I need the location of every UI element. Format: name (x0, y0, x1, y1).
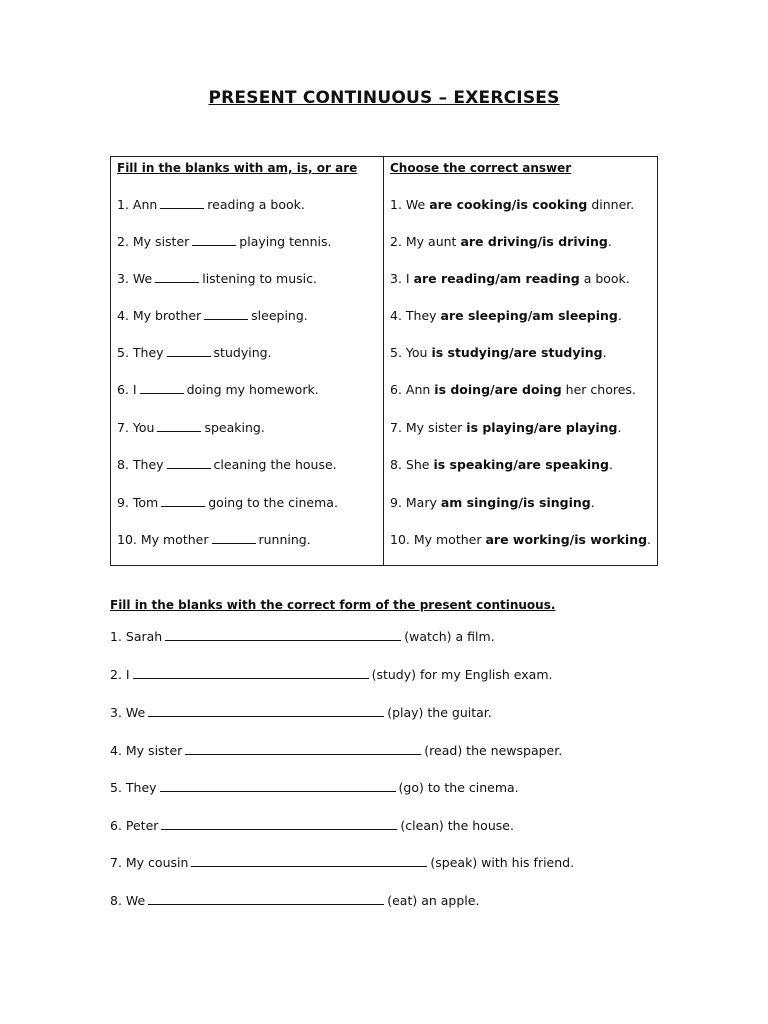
left-item-suffix: going to the cinema. (208, 495, 338, 510)
left-item-suffix: sleeping. (251, 308, 308, 323)
answer-blank[interactable] (167, 346, 211, 357)
left-item (117, 271, 317, 286)
left-item-prefix: 1. Ann (117, 197, 158, 212)
right-item (390, 532, 651, 547)
left-item-prefix: 4. My brother (117, 308, 202, 323)
fill-item-prefix: 4. My sister (110, 743, 183, 758)
right-item (390, 271, 630, 286)
left-column (111, 157, 384, 565)
fill-item-prefix: 5. They (110, 780, 157, 795)
fill-item (110, 743, 562, 758)
right-item (390, 197, 634, 212)
fill-item-suffix: (play) the guitar. (387, 705, 492, 720)
fill-item-suffix: (clean) the house. (400, 818, 514, 833)
answer-blank[interactable] (165, 630, 401, 641)
answer-choice[interactable]: is studying/are studying (431, 345, 603, 360)
answer-choice[interactable]: are working/is working (485, 532, 648, 547)
section2-heading: Fill in the blanks with the correct form of the present continuous. (110, 598, 556, 612)
left-item (117, 345, 272, 360)
right-item-suffix: . (609, 457, 613, 472)
answer-blank[interactable] (133, 668, 369, 679)
left-item-suffix: running. (258, 532, 311, 547)
answer-blank[interactable] (192, 235, 236, 246)
left-item-prefix: 5. They (117, 345, 164, 360)
answer-choice[interactable]: is speaking/are speaking (433, 457, 609, 472)
left-item (117, 457, 337, 472)
page-title: PRESENT CONTINUOUS – EXERCISES (208, 88, 560, 108)
fill-item-prefix: 8. We (110, 893, 146, 908)
right-item-suffix: . (607, 234, 612, 249)
answer-blank[interactable] (140, 383, 184, 394)
right-item-prefix: 8. She (390, 457, 430, 472)
fill-item-prefix: 2. I (110, 667, 130, 682)
fill-item (110, 855, 574, 870)
answer-blank[interactable] (161, 496, 205, 507)
answer-blank[interactable] (157, 421, 201, 432)
fill-item (110, 818, 514, 833)
answer-choice[interactable]: am singing/is singing (440, 495, 591, 510)
answer-blank[interactable] (212, 533, 256, 544)
fill-item (110, 893, 479, 908)
right-item-prefix: 10. My mother (390, 532, 482, 547)
fill-item (110, 667, 552, 682)
right-column (384, 157, 657, 565)
left-item (117, 532, 311, 547)
right-item-prefix: 4. They (390, 308, 437, 323)
right-item (390, 345, 607, 360)
fill-item-suffix: (watch) a film. (404, 629, 495, 644)
answer-blank[interactable] (161, 819, 397, 830)
answer-blank[interactable] (185, 744, 421, 755)
right-item-prefix: 9. Mary (390, 495, 437, 510)
answer-blank[interactable] (160, 781, 396, 792)
right-item-suffix: . (617, 420, 622, 435)
left-item-prefix: 10. My mother (117, 532, 209, 547)
right-item-prefix: 3. I (390, 271, 410, 286)
right-item-suffix: dinner. (591, 197, 635, 212)
left-item (117, 308, 308, 323)
left-item-suffix: studying. (213, 345, 272, 360)
answer-blank[interactable] (160, 198, 204, 209)
right-item-prefix: 5. You (390, 345, 428, 360)
fill-item-prefix: 1. Sarah (110, 629, 163, 644)
fill-item-suffix: (speak) with his friend. (430, 855, 575, 870)
answer-blank[interactable] (204, 309, 248, 320)
left-item-suffix: listening to music. (202, 271, 317, 286)
answer-blank[interactable] (148, 894, 384, 905)
answer-choice[interactable]: is doing/are doing (434, 382, 562, 397)
answer-choice[interactable]: are sleeping/am sleeping (440, 308, 618, 323)
left-column-header: Fill in the blanks with am, is, or are (117, 161, 358, 175)
fill-item-suffix: (read) the newspaper. (424, 743, 563, 758)
fill-item-prefix: 7. My cousin (110, 855, 189, 870)
right-item (390, 495, 595, 510)
fill-item-suffix: (go) to the cinema. (398, 780, 519, 795)
right-item-suffix: . (602, 345, 607, 360)
answer-blank[interactable] (148, 706, 384, 717)
fill-item (110, 705, 492, 720)
answer-choice[interactable]: is playing/are playing (466, 420, 618, 435)
fill-item (110, 629, 495, 644)
answer-blank[interactable] (191, 856, 427, 867)
left-item-prefix: 7. You (117, 420, 155, 435)
right-item-prefix: 7. My sister (390, 420, 463, 435)
right-item (390, 234, 612, 249)
right-item (390, 420, 621, 435)
answer-choice[interactable]: are driving/is driving (460, 234, 608, 249)
answer-blank[interactable] (167, 458, 211, 469)
fill-item-prefix: 6. Peter (110, 818, 159, 833)
fill-item (110, 780, 519, 795)
right-item (390, 382, 636, 397)
right-item (390, 457, 613, 472)
right-item-prefix: 6. Ann (390, 382, 431, 397)
left-item-prefix: 6. I (117, 382, 137, 397)
fill-item-suffix: (eat) an apple. (387, 893, 480, 908)
left-item (117, 234, 331, 249)
left-item (117, 420, 265, 435)
right-item-suffix: . (590, 495, 595, 510)
left-item-prefix: 2. My sister (117, 234, 190, 249)
fill-item-prefix: 3. We (110, 705, 146, 720)
answer-choice[interactable]: are reading/am reading (413, 271, 580, 286)
answer-choice[interactable]: are cooking/is cooking (429, 197, 588, 212)
answer-blank[interactable] (155, 272, 199, 283)
left-item-suffix: cleaning the house. (213, 457, 337, 472)
left-item-suffix: playing tennis. (239, 234, 332, 249)
right-item-suffix: . (647, 532, 652, 547)
right-item-prefix: 1. We (390, 197, 426, 212)
left-item-suffix: speaking. (204, 420, 265, 435)
right-item-suffix: a book. (583, 271, 630, 286)
left-item-suffix: doing my homework. (186, 382, 319, 397)
right-item-suffix: her chores. (565, 382, 636, 397)
right-item-prefix: 2. My aunt (390, 234, 457, 249)
right-item-suffix: . (617, 308, 622, 323)
left-item-prefix: 8. They (117, 457, 164, 472)
left-item-suffix: reading a book. (207, 197, 305, 212)
left-item (117, 495, 338, 510)
left-item (117, 197, 305, 212)
left-item-prefix: 3. We (117, 271, 153, 286)
exercise-table (110, 156, 658, 566)
left-item (117, 382, 319, 397)
right-column-header: Choose the correct answer (390, 161, 572, 175)
fill-item-suffix: (study) for my English exam. (371, 667, 553, 682)
right-item (390, 308, 622, 323)
left-item-prefix: 9. Tom (117, 495, 159, 510)
